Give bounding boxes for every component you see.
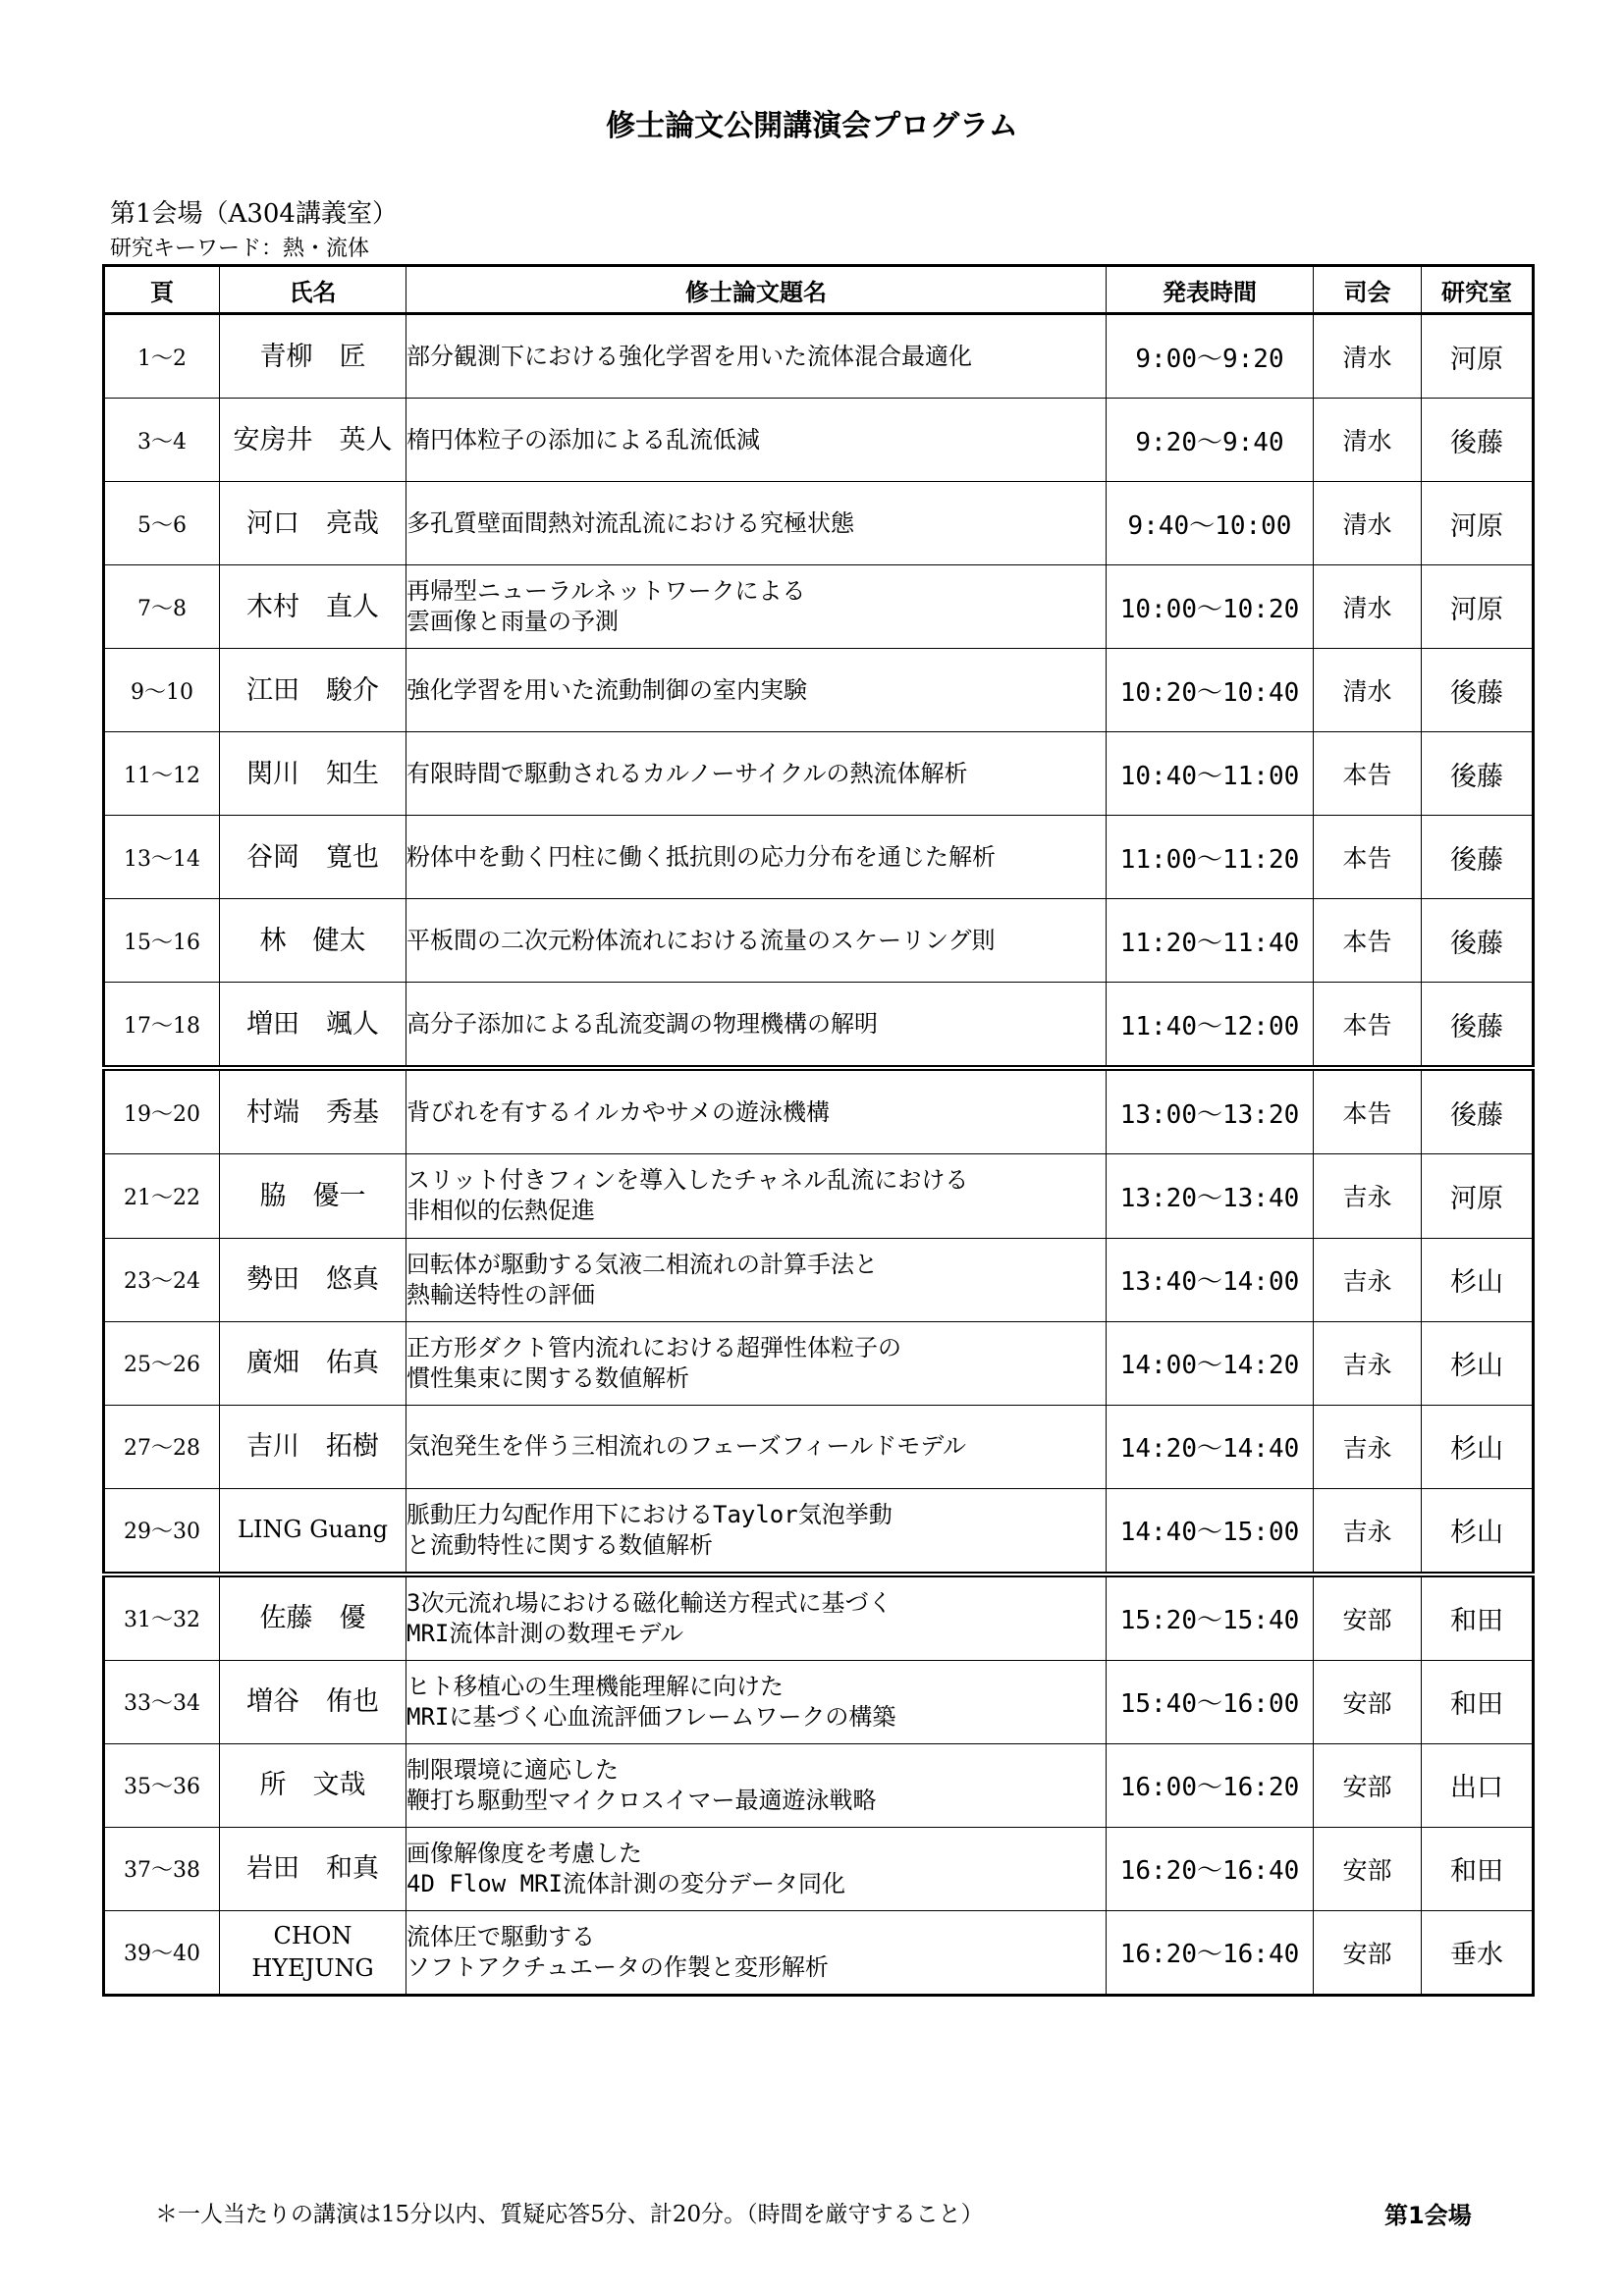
cell-lab: 河原 bbox=[1422, 565, 1534, 649]
cell-topic: 再帰型ニューラルネットワークによる 雲画像と雨量の予測 bbox=[406, 565, 1107, 649]
cell-chair: 本告 bbox=[1314, 816, 1422, 899]
table-header-row bbox=[104, 266, 1534, 314]
cell-topic: 画像解像度を考慮した 4D Flow MRI流体計測の変分データ同化 bbox=[406, 1827, 1107, 1910]
table-row bbox=[104, 565, 1534, 649]
cell-page: 33～34 bbox=[104, 1660, 220, 1743]
cell-topic: 高分子添加による乱流変調の物理機構の解明 bbox=[406, 983, 1107, 1069]
cell-topic: 有限時間で駆動されるカルノーサイクルの熱流体解析 bbox=[406, 732, 1107, 816]
table-row bbox=[104, 816, 1534, 899]
cell-name: 増谷 侑也 bbox=[220, 1660, 406, 1743]
cell-lab: 杉山 bbox=[1422, 1321, 1534, 1405]
cell-time: 15:20～15:40 bbox=[1107, 1575, 1314, 1661]
table-row bbox=[104, 1910, 1534, 1995]
cell-time: 11:00～11:20 bbox=[1107, 816, 1314, 899]
cell-chair: 清水 bbox=[1314, 565, 1422, 649]
cell-name: 廣畑 佑真 bbox=[220, 1321, 406, 1405]
cell-chair: 安部 bbox=[1314, 1660, 1422, 1743]
cell-page: 37～38 bbox=[104, 1827, 220, 1910]
cell-topic: 正方形ダクト管内流れにおける超弾性体粒子の 慣性集束に関する数値解析 bbox=[406, 1321, 1107, 1405]
cell-time: 14:40～15:00 bbox=[1107, 1488, 1314, 1575]
cell-time: 10:00～10:20 bbox=[1107, 565, 1314, 649]
cell-page: 19～20 bbox=[104, 1068, 220, 1154]
cell-page: 31～32 bbox=[104, 1575, 220, 1661]
cell-time: 9:40～10:00 bbox=[1107, 482, 1314, 565]
cell-chair: 安部 bbox=[1314, 1575, 1422, 1661]
table-row bbox=[104, 1068, 1534, 1154]
cell-chair: 本告 bbox=[1314, 983, 1422, 1069]
cell-chair: 安部 bbox=[1314, 1910, 1422, 1995]
footer-venue: 第1会場 bbox=[1384, 2202, 1472, 2229]
header-time: 発表時間 bbox=[1107, 266, 1314, 314]
cell-lab: 後藤 bbox=[1422, 983, 1534, 1069]
cell-time: 13:00～13:20 bbox=[1107, 1068, 1314, 1154]
header-name: 氏名 bbox=[220, 266, 406, 314]
cell-time: 13:20～13:40 bbox=[1107, 1154, 1314, 1238]
cell-page: 15～16 bbox=[104, 899, 220, 983]
cell-name: 岩田 和真 bbox=[220, 1827, 406, 1910]
table-row bbox=[104, 1154, 1534, 1238]
cell-time: 9:00～9:20 bbox=[1107, 314, 1314, 399]
cell-lab: 和田 bbox=[1422, 1575, 1534, 1661]
cell-name: 江田 駿介 bbox=[220, 649, 406, 732]
cell-topic: 気泡発生を伴う三相流れのフェーズフィールドモデル bbox=[406, 1405, 1107, 1488]
cell-page: 23～24 bbox=[104, 1238, 220, 1321]
table-row bbox=[104, 1660, 1534, 1743]
table-row bbox=[104, 1575, 1534, 1661]
cell-lab: 杉山 bbox=[1422, 1488, 1534, 1575]
cell-chair: 本告 bbox=[1314, 899, 1422, 983]
cell-name: 河口 亮哉 bbox=[220, 482, 406, 565]
header-page: 頁 bbox=[104, 266, 220, 314]
cell-name: 勢田 悠真 bbox=[220, 1238, 406, 1321]
cell-time: 16:20～16:40 bbox=[1107, 1827, 1314, 1910]
cell-lab: 河原 bbox=[1422, 482, 1534, 565]
cell-lab: 和田 bbox=[1422, 1827, 1534, 1910]
cell-page: 1～2 bbox=[104, 314, 220, 399]
cell-page: 13～14 bbox=[104, 816, 220, 899]
cell-topic: 平板間の二次元粉体流れにおける流量のスケーリング則 bbox=[406, 899, 1107, 983]
table-row bbox=[104, 1488, 1534, 1575]
cell-chair: 吉永 bbox=[1314, 1488, 1422, 1575]
page-title: 修士論文公開講演会プログラム bbox=[606, 109, 1018, 143]
cell-page: 21～22 bbox=[104, 1154, 220, 1238]
program-table bbox=[102, 264, 1535, 1997]
cell-page: 11～12 bbox=[104, 732, 220, 816]
cell-lab: 後藤 bbox=[1422, 649, 1534, 732]
cell-lab: 後藤 bbox=[1422, 399, 1534, 482]
cell-name: 青柳 匠 bbox=[220, 314, 406, 399]
cell-page: 17～18 bbox=[104, 983, 220, 1069]
cell-name: 谷岡 寛也 bbox=[220, 816, 406, 899]
cell-lab: 河原 bbox=[1422, 314, 1534, 399]
table-row bbox=[104, 649, 1534, 732]
table-row bbox=[104, 983, 1534, 1069]
cell-time: 16:20～16:40 bbox=[1107, 1910, 1314, 1995]
cell-time: 11:40～12:00 bbox=[1107, 983, 1314, 1069]
cell-page: 27～28 bbox=[104, 1405, 220, 1488]
cell-topic: 粉体中を動く円柱に働く抵抗則の応力分布を通じた解析 bbox=[406, 816, 1107, 899]
cell-topic: スリット付きフィンを導入したチャネル乱流における 非相似的伝熱促進 bbox=[406, 1154, 1107, 1238]
cell-topic: 流体圧で駆動する ソフトアクチュエータの作製と変形解析 bbox=[406, 1910, 1107, 1995]
cell-chair: 吉永 bbox=[1314, 1154, 1422, 1238]
cell-topic: 回転体が駆動する気液二相流れの計算手法と 熱輸送特性の評価 bbox=[406, 1238, 1107, 1321]
table-row bbox=[104, 1743, 1534, 1827]
cell-time: 16:00～16:20 bbox=[1107, 1743, 1314, 1827]
cell-name: 村端 秀基 bbox=[220, 1068, 406, 1154]
cell-lab: 和田 bbox=[1422, 1660, 1534, 1743]
cell-name: 林 健太 bbox=[220, 899, 406, 983]
cell-time: 11:20～11:40 bbox=[1107, 899, 1314, 983]
cell-chair: 安部 bbox=[1314, 1743, 1422, 1827]
cell-time: 10:40～11:00 bbox=[1107, 732, 1314, 816]
table-row bbox=[104, 1321, 1534, 1405]
header-title: 修士論文題名 bbox=[406, 266, 1107, 314]
cell-name: 増田 颯人 bbox=[220, 983, 406, 1069]
cell-chair: 本告 bbox=[1314, 732, 1422, 816]
cell-lab: 出口 bbox=[1422, 1743, 1534, 1827]
cell-name: 佐藤 優 bbox=[220, 1575, 406, 1661]
cell-lab: 杉山 bbox=[1422, 1405, 1534, 1488]
cell-chair: 清水 bbox=[1314, 399, 1422, 482]
table-row bbox=[104, 314, 1534, 399]
keyword-label: 研究キーワード：熱・流体 bbox=[110, 237, 370, 261]
cell-lab: 杉山 bbox=[1422, 1238, 1534, 1321]
cell-name: LING Guang bbox=[220, 1488, 406, 1575]
cell-time: 15:40～16:00 bbox=[1107, 1660, 1314, 1743]
cell-lab: 後藤 bbox=[1422, 816, 1534, 899]
table-row bbox=[104, 1405, 1534, 1488]
cell-topic: 3次元流れ場における磁化輸送方程式に基づく MRI流体計測の数理モデル bbox=[406, 1575, 1107, 1661]
cell-page: 29～30 bbox=[104, 1488, 220, 1575]
cell-topic: 部分観測下における強化学習を用いた流体混合最適化 bbox=[406, 314, 1107, 399]
cell-chair: 清水 bbox=[1314, 649, 1422, 732]
cell-topic: 背びれを有するイルカやサメの遊泳機構 bbox=[406, 1068, 1107, 1154]
cell-chair: 本告 bbox=[1314, 1068, 1422, 1154]
cell-name: 吉川 拓樹 bbox=[220, 1405, 406, 1488]
cell-chair: 吉永 bbox=[1314, 1405, 1422, 1488]
cell-chair: 安部 bbox=[1314, 1827, 1422, 1910]
cell-name: 安房井 英人 bbox=[220, 399, 406, 482]
cell-page: 5～6 bbox=[104, 482, 220, 565]
cell-lab: 河原 bbox=[1422, 1154, 1534, 1238]
cell-topic: 楕円体粒子の添加による乱流低減 bbox=[406, 399, 1107, 482]
cell-time: 14:00～14:20 bbox=[1107, 1321, 1314, 1405]
cell-topic: 多孔質壁面間熱対流乱流における究極状態 bbox=[406, 482, 1107, 565]
cell-lab: 垂水 bbox=[1422, 1910, 1534, 1995]
cell-name: 所 文哉 bbox=[220, 1743, 406, 1827]
cell-page: 3～4 bbox=[104, 399, 220, 482]
table-row bbox=[104, 482, 1534, 565]
table-row bbox=[104, 1827, 1534, 1910]
header-lab: 研究室 bbox=[1422, 266, 1534, 314]
cell-page: 9～10 bbox=[104, 649, 220, 732]
cell-topic: 脈動圧力勾配作用下におけるTaylor気泡挙動 と流動特性に関する数値解析 bbox=[406, 1488, 1107, 1575]
table-row bbox=[104, 1238, 1534, 1321]
cell-name: 関川 知生 bbox=[220, 732, 406, 816]
footnote: ＊一人当たりの講演は15分以内、質疑応答5分、計20分。（時間を厳守すること） bbox=[155, 2202, 984, 2227]
cell-page: 25～26 bbox=[104, 1321, 220, 1405]
cell-topic: ヒト移植心の生理機能理解に向けた MRIに基づく心血流評価フレームワークの構築 bbox=[406, 1660, 1107, 1743]
cell-lab: 後藤 bbox=[1422, 1068, 1534, 1154]
cell-name: 木村 直人 bbox=[220, 565, 406, 649]
cell-lab: 後藤 bbox=[1422, 732, 1534, 816]
venue-label: 第1会場（A304講義室） bbox=[110, 199, 398, 229]
cell-page: 35～36 bbox=[104, 1743, 220, 1827]
cell-page: 7～8 bbox=[104, 565, 220, 649]
table-row bbox=[104, 399, 1534, 482]
cell-lab: 後藤 bbox=[1422, 899, 1534, 983]
cell-chair: 吉永 bbox=[1314, 1238, 1422, 1321]
cell-topic: 強化学習を用いた流動制御の室内実験 bbox=[406, 649, 1107, 732]
table-row bbox=[104, 732, 1534, 816]
cell-time: 9:20～9:40 bbox=[1107, 399, 1314, 482]
cell-chair: 清水 bbox=[1314, 314, 1422, 399]
cell-chair: 清水 bbox=[1314, 482, 1422, 565]
cell-name: CHON HYEJUNG bbox=[220, 1910, 406, 1995]
cell-time: 13:40～14:00 bbox=[1107, 1238, 1314, 1321]
cell-topic: 制限環境に適応した 鞭打ち駆動型マイクロスイマー最適遊泳戦略 bbox=[406, 1743, 1107, 1827]
cell-name: 脇 優一 bbox=[220, 1154, 406, 1238]
cell-page: 39～40 bbox=[104, 1910, 220, 1995]
cell-time: 14:20～14:40 bbox=[1107, 1405, 1314, 1488]
cell-chair: 吉永 bbox=[1314, 1321, 1422, 1405]
cell-time: 10:20～10:40 bbox=[1107, 649, 1314, 732]
table-row bbox=[104, 899, 1534, 983]
header-chair: 司会 bbox=[1314, 266, 1422, 314]
